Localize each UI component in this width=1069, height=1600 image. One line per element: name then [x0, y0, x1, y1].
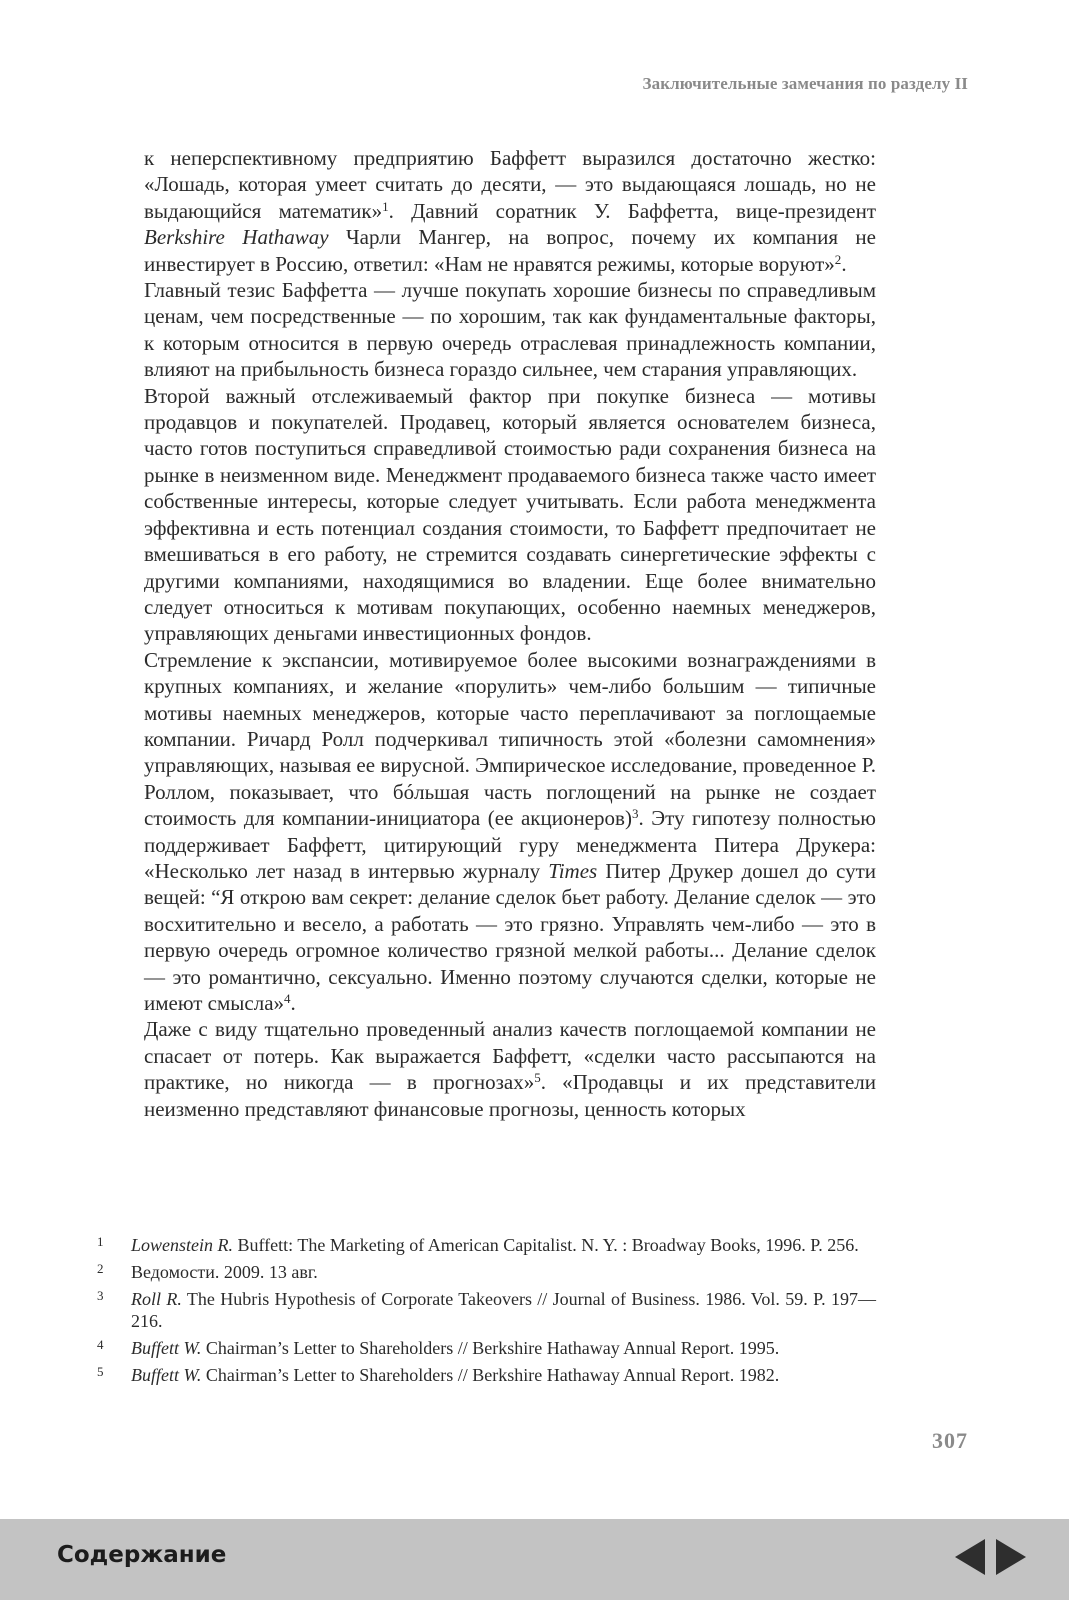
running-title: Заключительные замечания по разделу II: [642, 74, 968, 93]
footnote-author: Roll R.: [131, 1289, 182, 1309]
paragraph-1: [144, 145, 876, 277]
footnote-ref-2[interactable]: 2: [834, 251, 842, 267]
footnote-1: [95, 1234, 876, 1256]
footnote-text: [131, 1289, 876, 1331]
footnote-number: 3: [97, 1288, 104, 1303]
paragraph-text: Питер Друкер дошел до сути вещей: “Я открою вам секрет: делание сделок бьет работу. Делание сделок — это восхитительно и весело, а работать — это грязно. Управлять чем-либо — это в первую очередь огромное количество грязной мелкой работы... Делание сделок — это романтично, сексуально. Именно поэтому случаются сделки, которые не имеют смысла»: [144, 858, 876, 1015]
paragraph-2: Главный тезис Баффетта — лучше покупать хорошие бизнесы по справедливым ценам, чем посредственные — по хорошим, так как фундаментальные факторы, к которым относится в первую очередь отраслевая принадлежность компании, влияют на прибыльность бизнеса гораздо сильнее, чем старания управляющих.: [144, 278, 876, 382]
footnote-citation: Ведомости. 2009. 13 авг.: [131, 1262, 318, 1282]
footnote-number: 4: [97, 1337, 104, 1352]
footnote-ref-1[interactable]: 1: [382, 198, 389, 214]
footnote-number: 5: [97, 1364, 104, 1379]
main-text: [144, 145, 876, 1122]
footnote-ref-4[interactable]: 4: [284, 990, 291, 1006]
paragraph-text: к неперспективному предприятию Баффетт выразился достаточно жестко: «Лошадь, которая умеет считать до десяти, — это выдающаяся лошадь, но не выдающийся математик»: [144, 146, 876, 223]
paragraph-3: Второй важный отслеживаемый фактор при покупке бизнеса — мотивы продавцов и покупателей. Продавец, который является основателем бизнеса, часто готов поступиться справедливой стоимостью ради сохранения бизнеса на рынке в неизменном виде. Менеджмент продаваемого бизнеса также часто имеет собственные интересы, которые следует учитывать. Если работа менеджмента эффективна и есть потенциал создания стоимости, то Баффетт предпочитает не вмешиваться в его работу, не стремится создавать синергетические эффекты с другими компаниями, находящимися во владении. Еще более внимательно следует относиться к мотивам покупающих, особенно наемных менеджеров, управляющих деньгами инвестиционных фондов.: [144, 383, 876, 646]
paragraph-text: . Давний соратник У. Баффетта, вице-президент: [388, 198, 877, 223]
footnote-text: [131, 1262, 318, 1282]
footnote-3: [95, 1288, 876, 1332]
paragraph-5: [144, 1016, 876, 1122]
footnote-author: Buffett W.: [131, 1365, 202, 1385]
page-number: 307: [932, 1428, 968, 1453]
paragraph-4: [144, 647, 876, 1017]
footnote-citation: Buffett: The Marketing of American Capitalist. N. Y. : Broadway Books, 1996. P. 256.: [233, 1235, 859, 1255]
footnote-4: [95, 1337, 876, 1359]
footnote-ref-3[interactable]: 3: [631, 806, 639, 821]
paragraph-text: Чарли Мангер, на вопрос, почему их компания не инвестирует в Россию, ответил: «Нам не нравятся режимы, которые воруют»: [144, 225, 876, 276]
paragraph-text: Даже с виду тщательно проведенный анализ качеств поглощаемой компании не спасает от потерь. Как выражается Баффетт, «сделки часто рассыпаются на практике, но никогда — в прогнозах»: [144, 1017, 876, 1095]
paragraph-text: Стремление к экспансии, мотивируемое более высокими вознаграждениями в крупных компаниях, и желание «порулить» чем-либо большим — типичные мотивы наемных менеджеров, которые часто переплачивают за поглощаемые компании. Ричард Ролл подчеркивал типичность этой «болезни самомнения» управляющих, называя ее вирусной. Эмпирическое исследование, проведенное Р. Роллом, показывает, что бóльшая часть поглощений на рынке не создает стоимость для компании-инициатора (ее акционеров): [144, 647, 876, 831]
footnote-author: Buffett W.: [131, 1338, 202, 1358]
footnote-ref-5[interactable]: 5: [534, 1070, 541, 1086]
paragraph-text: . Эту гипотезу полностью поддерживает Баффетт, цитирующий гуру менеджмента Питера Друкера: «Несколько лет назад в интервью журналу: [144, 806, 876, 883]
footnote-author: Lowenstein R.: [131, 1235, 233, 1255]
footnote-5: [95, 1364, 876, 1386]
paragraph-text: . «Продавцы и их представители неизменно представляют финансовые прогнозы, ценность которых: [144, 1070, 877, 1121]
footnote-citation: Chairman’s Letter to Shareholders // Berkshire Hathaway Annual Report. 1982.: [201, 1365, 780, 1385]
footnote-2: [95, 1261, 876, 1283]
paragraph-text: .: [290, 991, 296, 1015]
journal-name: Times: [548, 858, 598, 883]
footnote-citation: Chairman’s Letter to Shareholders // Berkshire Hathaway Annual Report. 1995.: [201, 1338, 780, 1358]
footnote-text: [131, 1235, 859, 1255]
triangle-right-icon[interactable]: [994, 1537, 1028, 1577]
footnote-number: 2: [97, 1261, 104, 1276]
contents-link[interactable]: Содержание: [57, 1542, 227, 1568]
footnote-citation: The Hubris Hypothesis of Corporate Takeovers // Journal of Business. 1986. Vol. 59. P. 197—216.: [131, 1289, 876, 1331]
footnote-number: 1: [97, 1234, 104, 1249]
footnotes: [95, 1234, 876, 1391]
footnote-text: [131, 1338, 779, 1358]
paragraph-text: .: [841, 251, 847, 276]
footnote-text: [131, 1365, 779, 1385]
bottom-navigation-bar: [0, 1519, 1069, 1600]
triangle-left-icon[interactable]: [953, 1537, 987, 1577]
company-name: Berkshire Hathaway: [144, 225, 329, 250]
